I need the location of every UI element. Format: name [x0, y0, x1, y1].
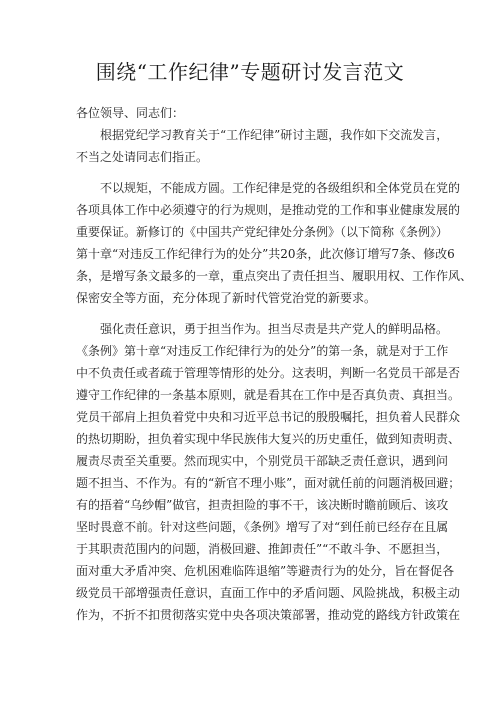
paragraph-2-line: 重要保证。新修订的《中国共产党纪律处分条例》（以下简称《条例》） [76, 225, 449, 239]
paragraph-3-line: 有的捂着“乌纱帽”做官，担责担险的事不干，该决断时瞻前顾后、该攻 [76, 498, 449, 512]
paragraph-3-line: 党员干部肩上担负着党中央和习近平总书记的殷殷嘱托，担负着人民群众 [76, 410, 461, 424]
salutation: 各位领导、同志们： [76, 106, 185, 120]
paragraph-2-line: 不以规矩，不能成方圆。工作纪律是党的各级组织和全体党员在党的 [100, 181, 461, 195]
paragraph-2-line: 条，是增写条文最多的一章，重点突出了责任担当、履职用权、工作作风、 [76, 269, 473, 283]
document-body [76, 102, 473, 626]
paragraph-2-line: 保密安全等方面，充分体现了新时代管党治党的新要求。 [76, 291, 377, 305]
paragraph-2-line: 各项具体工作中必须遵守的行为规则，是推动党的工作和事业健康发展的 [76, 203, 461, 217]
document-title: 围绕“工作纪律”专题研讨发言范文 [95, 60, 405, 84]
paragraph-3-line: 于其职责范围内的问题，消极回避、推卸责任”“不敢斗争、不愿担当， [76, 542, 449, 556]
paragraph-3-line: 题不担当、不作为。有的“新官不理小账”，面对就任前的问题消极回避； [76, 476, 461, 490]
paragraph-3-line: 遵守工作纪律的一条基本原则，就是看其在工作中是否真负责、真担当。 [76, 388, 461, 402]
paragraph-3-line: 面对重大矛盾冲突、危机困难临阵退缩”等避责行为的处分，旨在督促各 [76, 564, 455, 578]
paragraph-3-line: 的热切期盼，担负着实现中华民族伟大复兴的历史重任，做到知责明责、 [76, 432, 461, 446]
paragraph-3-line: 级党员干部增强责任意识，直面工作中的矛盾问题、风险挑战，积极主动 [76, 586, 461, 600]
paragraph-2-line: 第十章“对违反工作纪律行为的处分”共20条，此次修订增写7条、修改6 [76, 247, 455, 261]
paragraph-1-line: 根据党纪学习教育关于“工作纪律”研讨主题，我作如下交流发言， [100, 128, 449, 142]
paragraph-3-line: 履责尽责至关重要。然而现实中，个别党员干部缺乏责任意识，遇到问 [76, 454, 449, 468]
paragraph-1-line: 不当之处请同志们指正。 [76, 150, 209, 164]
paragraph-3-line: 作为，不折不扣贯彻落实党中央各项决策部署，推动党的路线方针政策在 [76, 608, 461, 622]
paragraph-3-line: 强化责任意识，勇于担当作为。担当尽责是共产党人的鲜明品格。 [100, 322, 449, 336]
paragraph-3-line: 《条例》第十章“对违反工作纪律行为的处分”的第一条，就是对于工作 [76, 344, 449, 358]
paragraph-3-line: 坚时畏意不前。针对这些问题，《条例》增写了对“到任前已经存在且属 [76, 520, 449, 534]
paragraph-3-line: 中不负责任或者疏于管理等情形的处分。这表明，判断一名党员干部是否 [76, 366, 461, 380]
